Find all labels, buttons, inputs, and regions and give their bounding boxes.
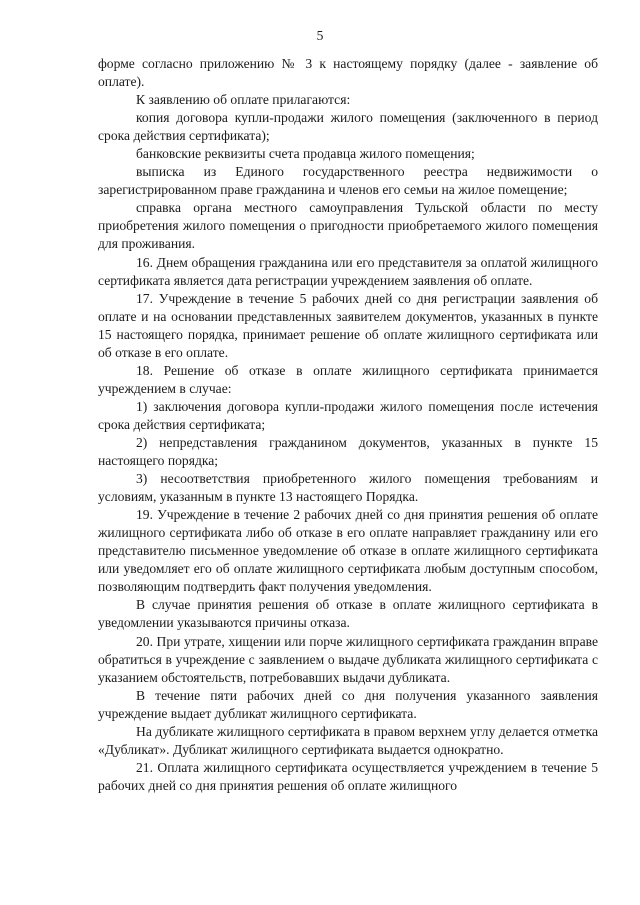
paragraph: 3) несоответствия приобретенного жилого помещения требованиям и условиям, указанным в пункте 13 настоящего Порядка. <box>98 471 598 505</box>
paragraph: 1) заключения договора купли-продажи жилого помещения после истечения срока действия сертификата; <box>98 398 598 432</box>
document-body <box>98 55 598 795</box>
paragraph: В случае принятия решения об отказе в оплате жилищного сертификата в уведомлении указываются причины отказа. <box>98 597 598 631</box>
paragraph: К заявлению об оплате прилагаются: <box>136 92 351 108</box>
paragraph: форме согласно приложению № 3 к настоящему порядку (далее - заявление об оплате). <box>98 56 598 90</box>
paragraph: справка органа местного самоуправления Тульской области по месту приобретения жилого помещения о пригодности приобретаемого жилого помещения для проживания. <box>98 200 598 252</box>
paragraph: копия договора купли-продажи жилого помещения (заключенного в период срока действия сертификата); <box>98 110 598 144</box>
paragraph: В течение пяти рабочих дней со дня получения указанного заявления учреждение выдает дубликат жилищного сертификата. <box>98 687 598 721</box>
page-number: 5 <box>316 28 324 43</box>
paragraph: 16. Днем обращения гражданина или его представителя за оплатой жилищного сертификата является дата регистрации учреждением заявления об оплате. <box>98 254 598 288</box>
paragraph: 20. При утрате, хищении или порче жилищного сертификата гражданин вправе обратиться в учреждение с заявлением о выдаче дубликата жилищного сертификата с указанием обстоятельств, потребовавших выдачи дубликата. <box>98 633 598 685</box>
paragraph: 2) непредставления гражданином документов, указанных в пункте 15 настоящего порядка; <box>98 434 598 469</box>
paragraph: банковские реквизиты счета продавца жилого помещения; <box>136 146 475 162</box>
paragraph: 19. Учреждение в течение 2 рабочих дней со дня принятия решения об оплате жилищного сертификата либо об отказе в его оплате направляет гражданину или его представителю письменное уведомление об отказе в оплате жилищного сертификата или уведомляет его об оплате жилищного сертификата любым доступным способом, позволяющим подтвердить факт получения уведомления. <box>98 507 598 595</box>
paragraph: выписка из Единого государственного реестра недвижимости о зарегистрированном праве гражданина и членов его семьи на жилое помещение; <box>98 164 598 198</box>
paragraph: На дубликате жилищного сертификата в правом верхнем углу делается отметка «Дубликат». Дубликат жилищного сертификата выдается однократно. <box>98 723 598 757</box>
paragraph: 21. Оплата жилищного сертификата осуществляется учреждением в течение 5 рабочих дней со дня принятия решения об оплате жилищного <box>98 759 598 793</box>
paragraph: 18. Решение об отказе в оплате жилищного сертификата принимается учреждением в случае: <box>98 362 598 396</box>
paragraph: 17. Учреждение в течение 5 рабочих дней со дня регистрации заявления об оплате и на основании представленных заявителем документов, указанных в пункте 15 настоящего порядка, принимает решение об оплате жилищного сертификата или об отказе в его оплате. <box>98 290 598 360</box>
